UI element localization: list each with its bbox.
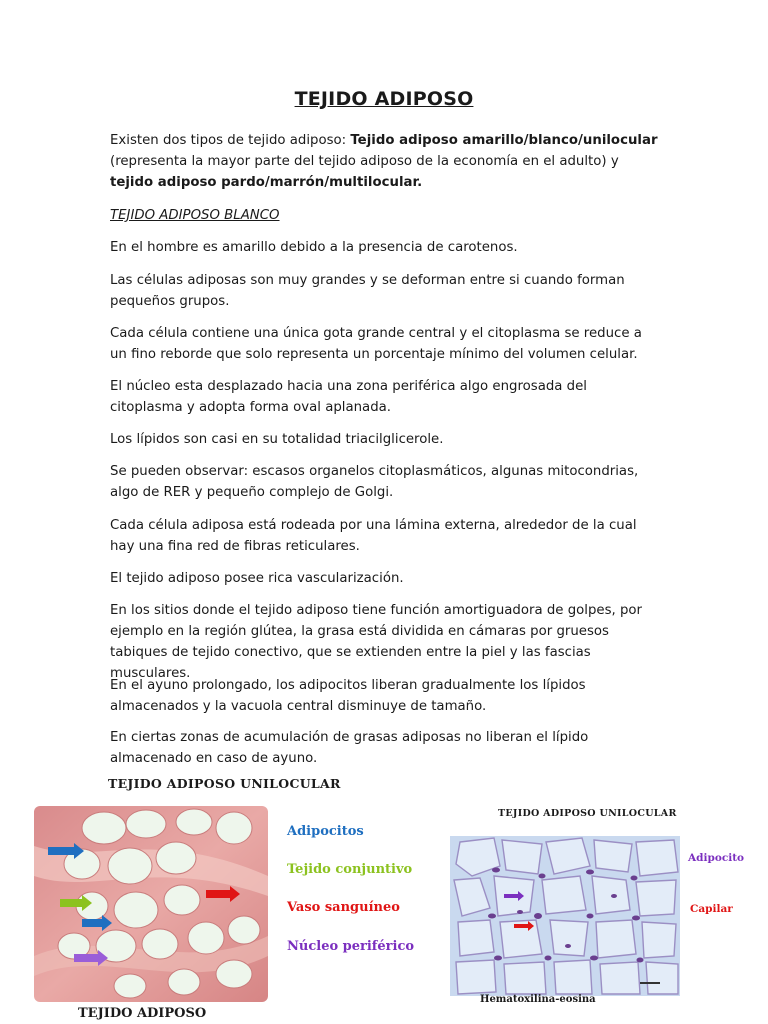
- figure-left-title: TEJIDO ADIPOSO UNILOCULAR: [108, 776, 341, 791]
- micrograph-right: [450, 836, 680, 996]
- label-adipocito: Adipocito: [688, 852, 745, 864]
- paragraph: En el hombre es amarillo debido a la presencia de carotenos.: [110, 240, 518, 255]
- figure-right-title: TEJIDO ADIPOSO UNILOCULAR: [498, 808, 677, 819]
- paragraph: El núcleo esta desplazado hacia una zona periférica algo engrosada del citoplasma y adopta forma oval aplanada.: [110, 379, 587, 415]
- paragraph: Se pueden observar: escasos organelos citoplasmáticos, algunas mitocondrias, algo de RER y pequeño complejo de Golgi.: [110, 464, 639, 500]
- label-capilar: Capilar: [690, 903, 733, 915]
- page-title: TEJIDO ADIPOSO: [294, 88, 474, 110]
- figure-right-caption: Hematoxilina-eosina: [480, 994, 596, 1005]
- paragraph: Las células adiposas son muy grandes y se deforman entre si cuando forman pequeños grupos.: [110, 273, 625, 309]
- paragraph: Cada célula contiene una única gota grande central y el citoplasma se reduce a un fino reborde que solo representa un porcentaje mínimo del volumen celular.: [110, 326, 642, 362]
- intro-paragraph: [110, 130, 658, 193]
- intro-text-2: (representa la mayor parte del tejido adiposo de la economía en el adulto) y: [110, 154, 619, 169]
- legend-nucleo-periferico: Núcleo periférico: [287, 939, 415, 954]
- intro-text-1: Existen dos tipos de tejido adiposo:: [110, 133, 351, 148]
- legend-vaso-sanguineo: Vaso sanguíneo: [287, 900, 400, 915]
- intro-bold-1: Tejido adiposo amarillo/blanco/unilocular: [350, 133, 658, 148]
- intro-bold-2: tejido adiposo pardo/marrón/multilocular.: [110, 175, 423, 190]
- paragraph: En ciertas zonas de acumulación de grasas adiposas no liberan el lípido almacenado en caso de ayuno.: [110, 730, 589, 766]
- paragraph: En el ayuno prolongado, los adipocitos liberan gradualmente los lípidos almacenados y la vacuola central disminuye de tamaño.: [110, 678, 586, 714]
- micrograph-left: [34, 806, 268, 1002]
- section-heading: TEJIDO ADIPOSO BLANCO: [110, 208, 280, 223]
- paragraph: Cada célula adiposa está rodeada por una lámina externa, alrededor de la cual hay una fina red de fibras reticulares.: [110, 518, 637, 554]
- paragraph: El tejido adiposo posee rica vascularización.: [110, 571, 404, 586]
- paragraph: En los sitios donde el tejido adiposo tiene función amortiguadora de golpes, por ejemplo en la región glútea, la grasa está dividida en cámaras por gruesos tabiques de tejido conectivo, que se extienden entre la piel y las fascias musculares.: [110, 603, 643, 681]
- paragraph: Los lípidos son casi en su totalidad triacilglicerole.: [110, 432, 444, 447]
- figure-left-caption: TEJIDO ADIPOSO: [78, 1006, 207, 1021]
- legend-adipocitos: Adipocitos: [287, 824, 364, 839]
- legend-tejido-conjuntivo: Tejido conjuntivo: [287, 862, 413, 877]
